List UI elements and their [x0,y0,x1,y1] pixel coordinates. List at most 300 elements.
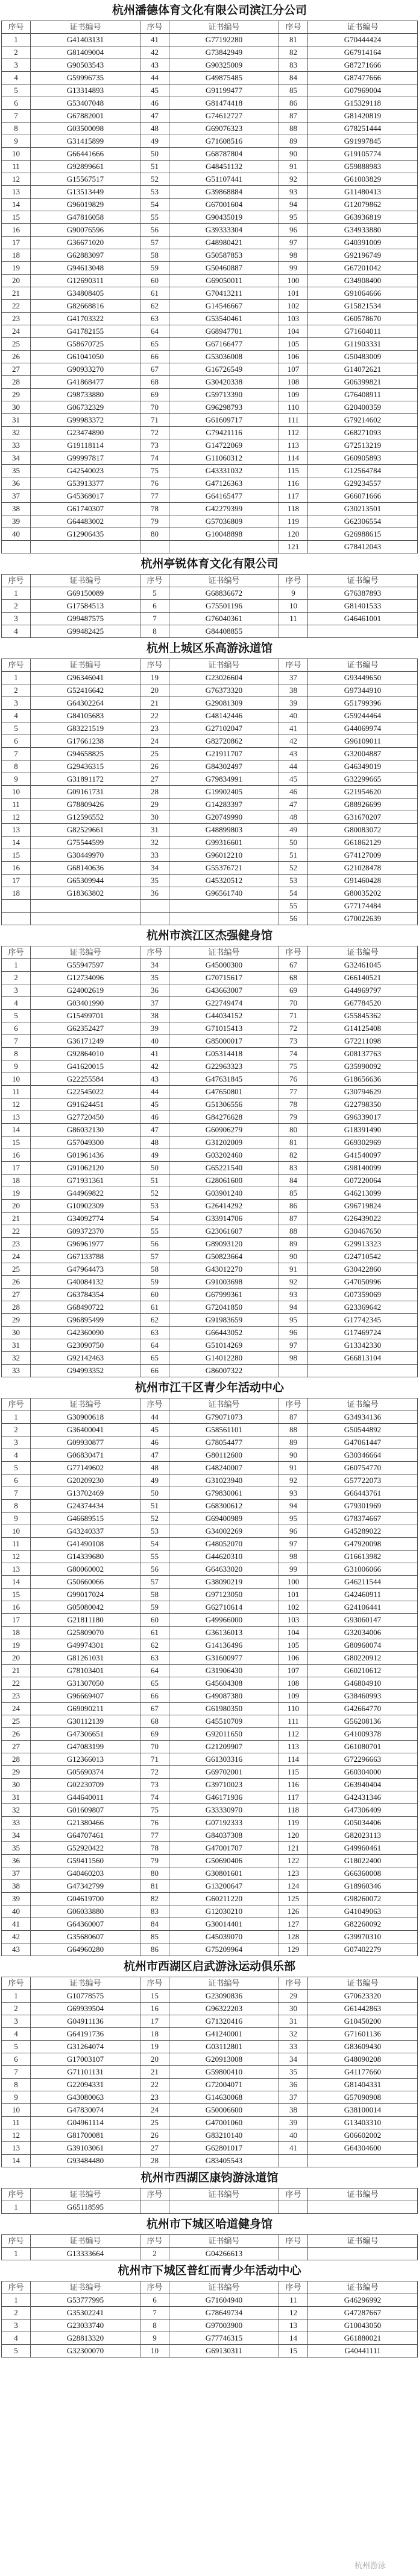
table-row [2,1327,418,1339]
cert-cell: G92196749 [308,249,418,262]
cert-cell: G35990092 [308,1060,418,1073]
seq-cell: 120 [279,528,308,541]
seq-cell: 4 [2,997,31,1010]
certificate-table [1,946,418,1377]
cert-cell: G97344910 [308,684,418,697]
cert-cell: G10048898 [169,528,279,541]
cert-cell: G21954620 [308,786,418,799]
cert-cell: G29234557 [308,477,418,490]
table-row [2,1627,418,1639]
cert-cell: G64302264 [31,697,140,710]
table-row [2,1213,418,1225]
seq-cell: 18 [2,1175,31,1187]
cert-cell: G72211098 [308,1035,418,1048]
cert-cell: G30420338 [169,376,279,389]
cert-cell [31,913,140,925]
table-row [2,799,418,811]
seq-cell: 23 [2,313,31,325]
table-row [2,1880,418,1893]
header-cert: 证书编号 [169,21,279,34]
seq-cell: 7 [140,2307,169,2319]
seq-cell: 26 [140,760,169,773]
cert-cell: G18363802 [31,887,140,900]
seq-cell: 78 [140,1842,169,1855]
seq-cell: 103 [279,313,308,325]
seq-cell: 25 [2,1715,31,1728]
table-row [2,1238,418,1251]
cert-cell: G81401533 [308,600,418,613]
seq-cell: 7 [2,748,31,760]
seq-cell: 125 [279,1893,308,1905]
seq-cell: 20 [140,684,169,697]
table-row [2,600,418,613]
table-row [2,1225,418,1238]
header-cert: 证书编号 [31,1977,140,1990]
cert-cell: G90076596 [31,224,140,237]
seq-cell: 63 [140,1652,169,1665]
cert-cell: G97123050 [169,1589,279,1601]
seq-cell: 90 [279,1449,308,1462]
cert-cell: G59888983 [308,161,418,173]
table-row [2,1779,418,1791]
cert-cell: G81420819 [308,110,418,123]
seq-cell: 4 [2,710,31,722]
cert-cell: G23090836 [169,1990,279,2003]
seq-cell: 10 [279,600,308,613]
table-row [2,2079,418,2091]
cert-cell: G61080701 [308,1741,418,1753]
seq-cell: 84 [279,72,308,84]
seq-cell: 23 [140,722,169,735]
seq-cell: 119 [279,515,308,528]
seq-cell: 64 [140,1339,169,1352]
seq-cell: 62 [140,1314,169,1327]
seq-cell: 12 [2,1551,31,1563]
seq-cell: 11 [2,1086,31,1098]
cert-cell: G71101131 [31,2066,140,2079]
table-header-row [2,21,418,34]
cert-cell: G71931361 [31,1175,140,1187]
seq-cell: 1 [2,2201,31,2214]
table-row [2,287,418,300]
cert-cell: G83609430 [308,2041,418,2053]
seq-cell: 115 [279,1766,308,1779]
cert-cell: G41403131 [31,34,140,46]
seq-cell: 55 [279,900,308,913]
seq-cell: 29 [2,389,31,401]
seq-cell: 2 [2,1424,31,1436]
table-row [2,275,418,287]
table-row [2,503,418,515]
seq-cell: 35 [2,465,31,477]
table-row [2,2041,418,2053]
seq-cell: 12 [2,173,31,186]
table-row [2,300,418,313]
seq-cell: 89 [279,1436,308,1449]
cert-cell: G19902405 [169,786,279,799]
seq-cell: 60 [140,1289,169,1301]
cert-cell: G23061607 [169,1225,279,1238]
seq-cell: 91 [279,161,308,173]
seq-cell: 32 [2,1804,31,1817]
cert-cell: G50823664 [169,1251,279,1263]
table-header-row [2,2189,418,2201]
club-section [1,0,418,553]
table-row [2,199,418,211]
seq-cell: 30 [2,1327,31,1339]
cert-cell [169,913,279,925]
section-title: 杭州市下城区哈道健身馆 [146,2217,273,2231]
cert-cell: G59244464 [308,710,418,722]
seq-cell: 54 [140,1213,169,1225]
cert-cell: G72041850 [169,1301,279,1314]
club-section [1,2167,418,2214]
cert-cell: G17584513 [31,600,140,613]
seq-cell: 2 [2,684,31,697]
table-row [2,1175,418,1187]
cert-cell: G82260092 [308,1918,418,1931]
cert-cell: G55845362 [308,1010,418,1022]
seq-cell: 10 [2,1073,31,1086]
cert-cell: G44969797 [308,984,418,997]
seq-cell: 66 [140,1365,169,1377]
table-row [2,1111,418,1124]
table-row [2,748,418,760]
seq-cell: 49 [140,135,169,148]
seq-cell: 52 [140,1513,169,1525]
seq-cell: 32 [279,2028,308,2041]
table-row [2,376,418,389]
seq-cell: 16 [140,2003,169,2015]
seq-cell: 122 [279,1855,308,1867]
cert-cell: G88926699 [308,799,418,811]
seq-cell: 31 [279,2015,308,2028]
table-row [2,1715,418,1728]
cert-cell: G22545022 [31,1086,140,1098]
cert-cell: G91199477 [169,84,279,97]
cert-cell: G41782155 [31,325,140,338]
seq-cell: 30 [2,1779,31,1791]
seq-cell: 66 [140,1690,169,1703]
cert-cell: G07969004 [308,84,418,97]
cert-cell: G11480413 [308,186,418,199]
header-seq: 序号 [2,659,31,672]
seq-cell: 69 [140,389,169,401]
cert-cell: G36171249 [31,1035,140,1048]
seq-cell: 88 [279,1225,308,1238]
seq-cell: 34 [279,2053,308,2066]
seq-cell: 111 [279,1715,308,1728]
seq-cell: 92 [279,173,308,186]
seq-cell: 56 [140,224,169,237]
cert-cell: G99997817 [31,452,140,465]
seq-cell: 57 [140,1251,169,1263]
seq-cell: 116 [279,1779,308,1791]
cert-cell: G91062120 [31,1162,140,1175]
certificate-table [1,1398,418,1956]
cert-cell: G67001604 [169,199,279,211]
table-row [2,1931,418,1943]
seq-cell: 2 [2,46,31,59]
table-row [2,325,418,338]
table-row [2,1086,418,1098]
cert-cell: G82023113 [308,1829,418,1842]
seq-cell: 59 [140,262,169,275]
certificate-table [1,2188,418,2214]
seq-cell: 55 [140,1225,169,1238]
cert-cell: G73842949 [169,46,279,59]
seq-cell: 26 [2,1728,31,1741]
cert-cell: G12734096 [31,972,140,984]
cert-cell [308,2201,418,2214]
cert-cell: G79421116 [169,427,279,439]
seq-cell: 67 [279,959,308,972]
seq-cell: 39 [140,1022,169,1035]
cert-cell: G64191736 [31,2028,140,2041]
seq-cell: 20 [2,275,31,287]
seq-cell: 13 [2,2142,31,2155]
cert-cell: G51107441 [169,173,279,186]
cert-cell: G44640011 [31,1791,140,1804]
cert-cell: G91460428 [308,875,418,887]
cert-cell: G31600977 [169,1652,279,1665]
certificate-table [1,658,418,925]
seq-cell: 93 [279,1289,308,1301]
table-row [2,1728,418,1741]
table-row [2,351,418,363]
seq-cell: 69 [140,1728,169,1741]
cert-cell: G64633020 [169,1563,279,1576]
cert-cell: G99983372 [31,414,140,427]
cert-cell: G41620015 [31,1060,140,1073]
table-row [2,2117,418,2129]
seq-cell: 81 [279,34,308,46]
table-row [2,1035,418,1048]
seq-cell: 39 [2,1893,31,1905]
club-section [1,1377,418,1956]
cert-cell: G68490722 [31,1301,140,1314]
header-cert: 证书编号 [308,946,418,959]
seq-cell: 121 [279,1842,308,1855]
cert-cell: G34092774 [31,1213,140,1225]
seq-cell: 126 [279,1905,308,1918]
seq-cell: 99 [279,262,308,275]
seq-cell: 26 [2,351,31,363]
cert-cell: G39710023 [169,1779,279,1791]
cert-cell: G13513449 [31,186,140,199]
cert-cell: G32299665 [308,773,418,786]
header-seq: 序号 [2,946,31,959]
header-seq: 序号 [279,2281,308,2294]
seq-cell: 29 [2,1314,31,1327]
table-row [2,237,418,249]
seq-cell: 102 [279,300,308,313]
seq-cell: 52 [140,173,169,186]
seq-cell: 3 [2,697,31,710]
cert-cell: G62801017 [169,2142,279,2155]
table-row [2,2319,418,2332]
seq-cell: 68 [140,376,169,389]
table-row [2,135,418,148]
cert-cell: G35680607 [31,1931,140,1943]
seq-cell: 1 [2,587,31,600]
cert-cell: G30794629 [308,1086,418,1098]
cert-cell: G53407048 [31,97,140,110]
cert-cell: G67882001 [31,110,140,123]
cert-cell: G03500098 [31,123,140,135]
table-row [2,1162,418,1175]
table-row [2,2155,418,2167]
cert-cell: G75501196 [169,600,279,613]
seq-cell: 94 [279,1301,308,1314]
seq-cell: 2 [140,2248,169,2260]
table-row [2,2053,418,2066]
seq-cell: 86 [279,97,308,110]
seq-cell: 34 [140,959,169,972]
cert-cell: G89093120 [169,1238,279,1251]
header-cert: 证书编号 [169,659,279,672]
cert-cell: G15821534 [308,300,418,313]
seq-cell: 50 [140,148,169,161]
seq-cell: 74 [140,452,169,465]
table-row [2,439,418,452]
cert-cell: G08137763 [308,1048,418,1060]
table-row [2,1639,418,1652]
seq-cell: 101 [279,287,308,300]
seq-cell: 27 [140,2142,169,2155]
table-row [2,1563,418,1576]
cert-cell: G81474418 [169,97,279,110]
cert-cell: G79214602 [308,414,418,427]
table-row [2,1487,418,1500]
seq-cell: 76 [279,1073,308,1086]
cert-cell: G47001060 [169,2117,279,2129]
table-row [2,625,418,638]
seq-cell: 33 [279,2041,308,2053]
cert-cell: G72296663 [308,1753,418,1766]
table-row [2,1424,418,1436]
seq-cell: 56 [279,913,308,925]
cert-cell: G06399821 [308,376,418,389]
header-seq: 序号 [2,575,31,587]
header-cert: 证书编号 [308,1977,418,1990]
certificate-roster-document [1,0,418,2358]
seq-cell: 43 [279,748,308,760]
cert-cell: G41868477 [31,376,140,389]
table-row [2,1829,418,1842]
cert-cell: G18960346 [308,1880,418,1893]
cert-cell: G22749474 [169,997,279,1010]
seq-cell: 18 [2,887,31,900]
seq-cell: 10 [2,2104,31,2117]
seq-cell: 106 [279,1652,308,1665]
seq-cell: 3 [2,2015,31,2028]
cert-cell: G03112801 [169,2041,279,2053]
cert-cell: G91997845 [308,135,418,148]
seq-cell: 83 [279,1162,308,1175]
cert-cell: G43663007 [169,984,279,997]
cert-cell: G23033740 [31,2319,140,2332]
seq-cell: 75 [279,1060,308,1073]
seq-cell: 58 [140,249,169,262]
seq-cell [2,900,31,913]
seq-cell: 20 [140,2053,169,2066]
seq-cell: 31 [2,1339,31,1352]
seq-cell: 26 [2,1276,31,1289]
cert-cell: G92899661 [31,161,140,173]
cert-cell: G11903331 [308,338,418,351]
cert-cell: G21380466 [31,1817,140,1829]
cert-cell: G13333664 [31,2248,140,2260]
cert-cell: G59713390 [169,389,279,401]
seq-cell: 8 [2,760,31,773]
table-row [2,2003,418,2015]
seq-cell: 22 [2,1677,31,1690]
seq-cell: 108 [279,1677,308,1690]
seq-cell: 4 [2,1449,31,1462]
cert-cell: G31264074 [31,2041,140,2053]
seq-cell: 87 [279,1411,308,1424]
cert-cell: G62352427 [31,1022,140,1035]
cert-cell: G63936819 [308,211,418,224]
cert-cell: G53913377 [31,477,140,490]
seq-cell: 8 [2,1500,31,1513]
seq-cell: 15 [2,1137,31,1149]
seq-cell: 47 [140,1449,169,1462]
cert-cell: G27720450 [31,1111,140,1124]
cert-cell: G60210612 [308,1665,418,1677]
section-title: 杭州上城区乐高游泳道馆 [146,642,273,655]
cert-cell: G12079862 [308,199,418,211]
certificate-table [1,574,418,638]
table-row [2,1289,418,1301]
cert-cell: G43080063 [31,2091,140,2104]
seq-cell: 70 [279,997,308,1010]
seq-cell: 86 [279,1200,308,1213]
cert-cell: G74612727 [169,110,279,123]
cert-cell: G64483002 [31,515,140,528]
seq-cell: 115 [279,465,308,477]
seq-cell: 36 [279,2079,308,2091]
seq-cell: 74 [140,1791,169,1804]
cert-cell: G05690374 [31,1766,140,1779]
seq-cell: 6 [2,1022,31,1035]
cert-cell: G14630068 [169,2091,279,2104]
seq-cell: 13 [2,824,31,837]
cert-cell: G53540461 [169,313,279,325]
seq-cell: 114 [279,452,308,465]
header-seq: 序号 [140,659,169,672]
seq-cell [2,541,31,553]
header-seq: 序号 [140,1977,169,1990]
seq-cell: 52 [279,862,308,875]
seq-cell: 31 [140,824,169,837]
cert-cell: G15567517 [31,173,140,186]
cert-cell: G66813104 [308,1352,418,1365]
cert-cell: G30449970 [31,849,140,862]
seq-cell: 11 [2,1538,31,1551]
cert-cell: G49974301 [31,1639,140,1652]
cert-cell: G09930877 [31,1436,140,1449]
cert-cell: G50483009 [308,351,418,363]
cert-cell: G70715617 [169,972,279,984]
cert-cell: G04911136 [31,2015,140,2028]
table-row [2,2142,418,2155]
seq-cell: 35 [279,2066,308,2079]
seq-cell: 41 [140,34,169,46]
seq-cell [279,625,308,638]
cert-cell: G47816058 [31,211,140,224]
